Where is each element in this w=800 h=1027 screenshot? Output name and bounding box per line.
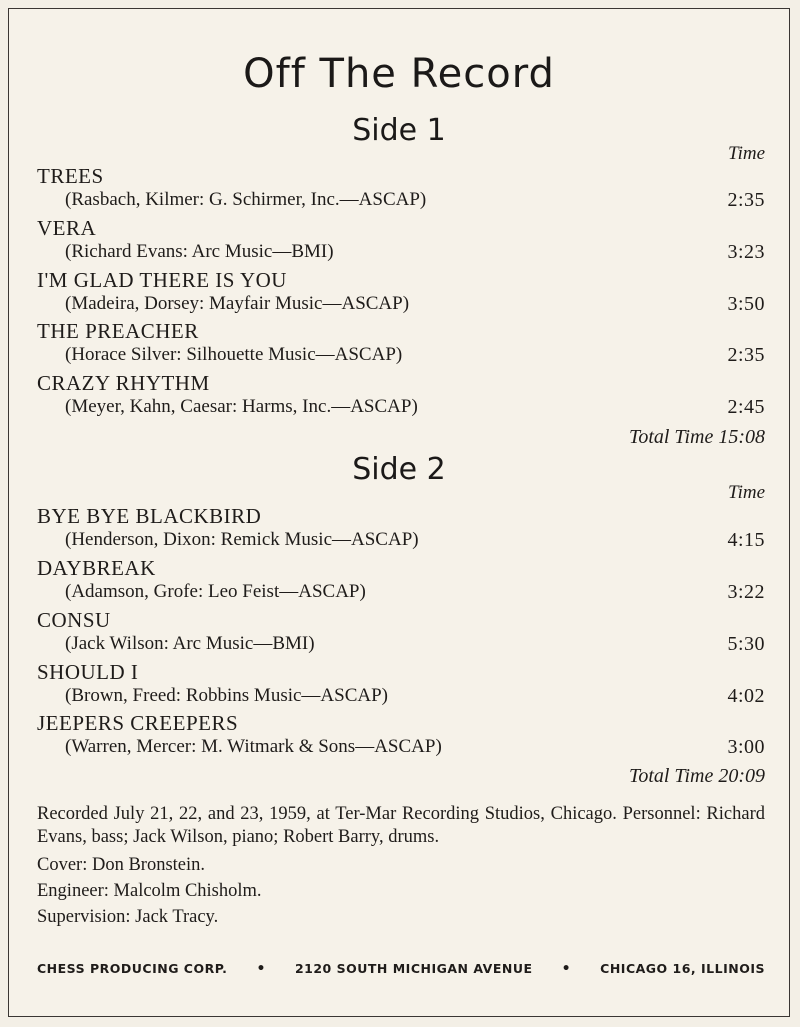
separator-dot: • xyxy=(256,961,266,977)
track-title: JEEPERS CREEPERS xyxy=(37,711,239,735)
track-row xyxy=(9,216,789,268)
track-title: SHOULD I xyxy=(37,660,139,684)
track-row xyxy=(9,164,789,216)
track-title: TREES xyxy=(37,164,104,188)
supervision-credit: Supervision: Jack Tracy. xyxy=(37,907,219,927)
track-time: 2:35 xyxy=(727,344,765,366)
track-title: I'M GLAD THERE IS YOU xyxy=(37,268,287,292)
company-name: CHESS PRODUCING CORP. xyxy=(37,961,228,976)
track-row xyxy=(9,371,789,423)
side-2-time-header: Time xyxy=(728,482,765,503)
track-time: 2:35 xyxy=(727,189,765,211)
track-row xyxy=(9,660,789,712)
track-time: 5:30 xyxy=(727,633,765,655)
side-2-total-time: Total Time 20:09 xyxy=(629,765,765,787)
track-credit: (Adamson, Grofe: Leo Feist—ASCAP) xyxy=(65,581,366,602)
track-time: 3:00 xyxy=(727,736,765,758)
track-time: 3:23 xyxy=(727,241,765,263)
track-credit: (Madeira, Dorsey: Mayfair Music—ASCAP) xyxy=(65,293,410,314)
separator-dot: • xyxy=(561,961,572,977)
personnel-paragraph: Recorded July 21, 22, and 23, 1959, at Ter-Mar Recording Studios, Chicago. Personnel: Richard Evans, bass; Jack Wilson, piano; Robert Barry, drums. xyxy=(37,804,765,847)
engineer-credit: Engineer: Malcolm Chisholm. xyxy=(37,881,262,901)
track-row xyxy=(9,608,789,660)
side-1-time-header: Time xyxy=(728,143,765,164)
company-address: 2120 SOUTH MICHIGAN AVENUE xyxy=(294,961,533,976)
track-time: 3:50 xyxy=(727,293,765,315)
track-row xyxy=(9,504,789,556)
company-city: CHICAGO 16, ILLINOIS xyxy=(600,961,765,976)
track-time: 2:45 xyxy=(727,396,765,418)
track-time: 4:15 xyxy=(727,529,765,551)
track-credit: (Meyer, Kahn, Caesar: Harms, Inc.—ASCAP) xyxy=(65,396,418,417)
track-credit: (Jack Wilson: Arc Music—BMI) xyxy=(65,633,315,654)
publisher-footer xyxy=(37,961,765,977)
liner-notes-page xyxy=(8,8,790,1017)
side-1-total-time: Total Time 15:08 xyxy=(629,426,765,448)
track-credit: (Richard Evans: Arc Music—BMI) xyxy=(65,241,334,262)
track-credit: (Horace Silver: Silhouette Music—ASCAP) xyxy=(65,344,403,365)
track-title: CONSU xyxy=(37,608,111,632)
recording-notes xyxy=(37,803,765,932)
side-1-heading: Side 1 xyxy=(352,113,446,148)
track-row xyxy=(9,556,789,608)
track-title: BYE BYE BLACKBIRD xyxy=(37,504,262,528)
track-title: THE PREACHER xyxy=(37,319,199,343)
track-credit: (Rasbach, Kilmer: G. Schirmer, Inc.—ASCAP) xyxy=(65,189,427,210)
album-title: Off The Record xyxy=(243,51,555,97)
side-2-heading: Side 2 xyxy=(352,452,446,487)
track-row xyxy=(9,711,789,763)
track-title: VERA xyxy=(37,216,97,240)
cover-credit: Cover: Don Bronstein. xyxy=(37,855,206,875)
track-time: 4:02 xyxy=(727,685,765,707)
track-title: DAYBREAK xyxy=(37,556,156,580)
track-title: CRAZY RHYTHM xyxy=(37,371,210,395)
track-credit: (Henderson, Dixon: Remick Music—ASCAP) xyxy=(65,529,419,550)
track-row xyxy=(9,268,789,320)
track-credit: (Warren, Mercer: M. Witmark & Sons—ASCAP) xyxy=(65,736,442,757)
track-time: 3:22 xyxy=(727,581,765,603)
track-credit: (Brown, Freed: Robbins Music—ASCAP) xyxy=(65,685,389,706)
track-row xyxy=(9,319,789,371)
